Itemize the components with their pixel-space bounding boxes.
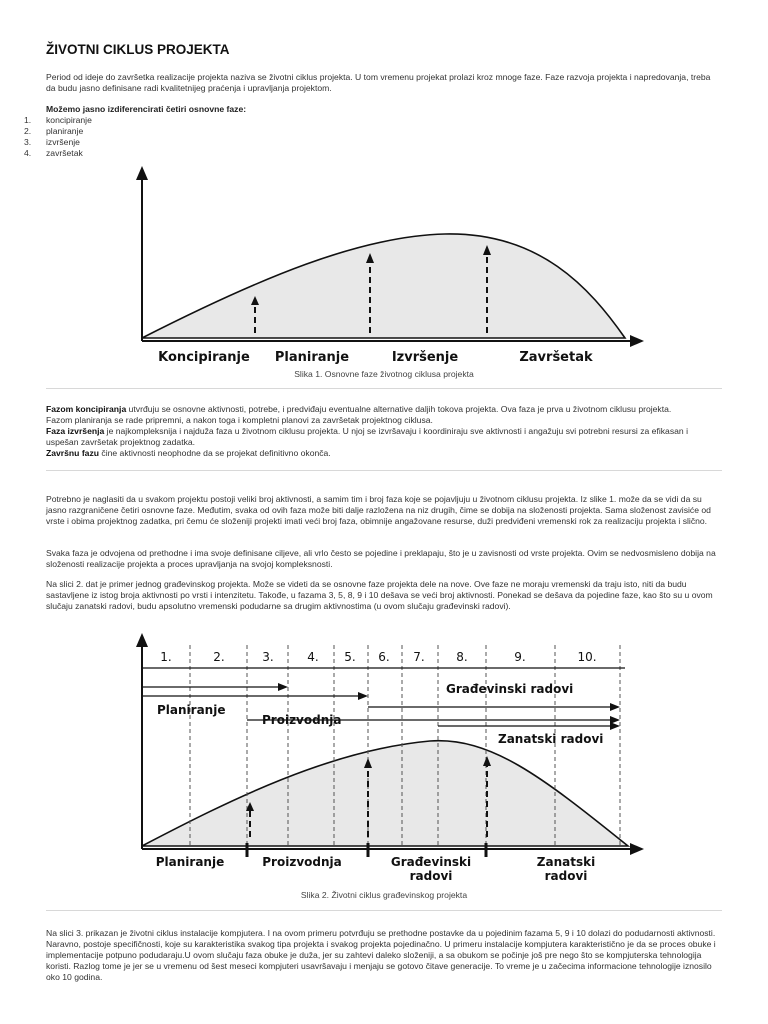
phase-description-zavrsetak <box>46 448 722 459</box>
figure-1-caption: Slika 1. Osnovne faze životnog ciklusa projekta <box>294 369 474 379</box>
paragraph-computer-install: Na slici 3. prikazan je životni ciklus instalacije kompjutera. I na ovom primeru potvrđuju se prethodne postavke da u pojedinim fazama 5, 9 i 10 dolazi do podudarnosti aktivnosti. Naravno, postoje specifičnosti, koje su karakteristika svakog tipa projekta i svakog projekta pojedinačno. U primeru instalacije kompjutera karakteristično je da se proces obuke i implementacije potpuno podudaraju.U ovom slučaju faza obuke je duža, jer su zahtevi daleko složeniji, a sa obukom se počinje još pre nego što se kompjuterska tehnologija koristi. Razlog tome je jer se u vremenu od šest meseci kompjuteri usavršavaju i menjaju se gotovo čitave generacije. To vreme je u začecima informacione tehnologije iznosilo oko 10 godina. <box>46 928 716 982</box>
phase-label-izvrsenje: Izvršenje <box>391 350 459 365</box>
figure-2-caption: Slika 2. Životni ciklus građevinskog projekta <box>300 890 468 900</box>
list-item: završetak <box>46 148 83 158</box>
phase-description-text: Fazom planiranja se rade pripremni, a nakon toga i kompletni planovi za završetak projektnog ciklusa. <box>46 415 433 425</box>
list-number: 4. <box>24 148 32 158</box>
bottom-label-zanatski-radovi: radovi <box>544 869 588 883</box>
phase-label-koncipiranje: Koncipiranje <box>158 350 250 365</box>
phase-label-planiranje: Planiranje <box>274 350 350 365</box>
figure-2-diagram <box>0 625 768 885</box>
phase-number: 9. <box>514 650 526 664</box>
y-axis-arrow <box>136 633 148 647</box>
phases-heading: Možemo jasno izdiferencirati četiri osnovne faze: <box>46 104 247 114</box>
band-arrow-head <box>610 722 620 730</box>
x-axis-arrow <box>630 335 644 347</box>
list-item: izvršenje <box>46 137 80 147</box>
phase-number: 6. <box>378 650 390 664</box>
divider <box>46 470 722 471</box>
list-item: koncipiranje <box>46 115 92 125</box>
page-title: ŽIVOTNI CIKLUS PROJEKTA <box>46 42 230 57</box>
list-item: planiranje <box>46 126 84 136</box>
band-label-gradjevinski: Građevinski radovi <box>446 682 574 696</box>
band-label-proizvodnja: Proizvodnja <box>262 713 342 727</box>
band-arrow-head <box>610 703 620 711</box>
phase-number: 1. <box>160 650 172 664</box>
phase-description-koncipiranje <box>46 404 722 415</box>
phase-description-block <box>46 404 722 459</box>
bottom-label-zanatski: Zanatski <box>536 855 596 869</box>
phase-number: 4. <box>307 650 319 664</box>
lifecycle-curve-fill <box>142 234 625 338</box>
phase-number: 5. <box>344 650 356 664</box>
phase-description-planiranje <box>46 415 722 426</box>
band-arrow-head <box>278 683 288 691</box>
phase-description-term: Fazom koncipiranja <box>46 404 127 414</box>
bottom-label-proizvodnja: Proizvodnja <box>262 855 342 869</box>
figure-1-diagram <box>0 158 768 368</box>
phase-description-text: utvrđuju se osnovne aktivnosti, potrebe, i predviđaju eventualne alternative daljih tokova projekta. Ova faza je prva u životnom ciklusu projekta. <box>126 404 672 414</box>
paragraph-overlap: Svaka faza je odvojena od prethodne i ima svoje definisane ciljeve, ali vrlo često se pojedine i preklapaju, što je u zavisnosti od vrste projekta. Ovim se nedvosmisleno dobija na složenosti realizacije projekta a proces upravljanja na svojoj kompleksnosti. <box>46 548 716 569</box>
y-axis-arrow <box>136 166 148 180</box>
band-label-zanatski: Zanatski radovi <box>498 732 604 746</box>
divider <box>46 910 722 911</box>
phase-description-term: Završnu fazu <box>46 448 100 458</box>
band-label-planiranje: Planiranje <box>157 703 226 717</box>
bottom-label-gradjevinski-radovi: radovi <box>409 869 453 883</box>
phase-number: 10. <box>577 650 597 664</box>
phase-description-izvrsenje <box>46 426 722 448</box>
list-number: 3. <box>24 137 32 147</box>
intro-paragraph: Period od ideje do završetka realizacije projekta naziva se životni ciklus projekta. U tom vremenu projekat prolazi kroz mnoge faze. Faze razvoja projekta i napredovanja, treba da budu jasno definisane radi kvalitetnijeg praćenja i upravljanja projektom. <box>46 72 711 93</box>
divider <box>46 388 722 389</box>
phase-description-text: čine aktivnosti neophodne da se projekat definitivno okonča. <box>99 448 331 458</box>
paragraph-construction: Na slici 2. dat je primer jednog građevinskog projekta. Može se videti da se osnovne faze projekta dele na nove. Ove faze ne moraju vremenski da traju isto, niti da budu sastavljene iz istog broja aktivnosti po vrsti i intenzitetu. Takođe, u fazama 3, 5, 8, 9 i 10 dešava se veći broj aktivnosti. Ponekad se dešava da pojedine faze, kao što su u ovom slučaju zanatski radovi, budu apsolutno vremenski podudarne sa drugim aktivnostima (u ovom slučaju građevinski radovi). <box>46 579 713 611</box>
band-arrow-head <box>358 692 368 700</box>
paragraph-complexity: Potrebno je naglasiti da u svakom projektu postoji veliki broj aktivnosti, a samim tim i broj faza koje se pojavljuju u životnom ciklusu projekta. Iz slike 1. može da se vidi da su jasno razgraničene četiri osnovne faze. Međutim, svaka od ovih faza može biti dalje razložena na niz drugih, čime se dobija na složenosti projekta. Sama složenost zavisiće od vrste i obima projektnog zadatka, pri čemu će složeniji projekti imati veći broj faza, obimnije angažovane resurse, duži predviđeni vremenski rok za realizaciju projekta i slično. <box>46 494 711 526</box>
phase-label-zavrsetak: Završetak <box>519 350 593 365</box>
x-axis-arrow <box>630 843 644 855</box>
phase-description-term: Faza izvršenja <box>46 426 105 436</box>
bottom-label-gradjevinski: Građevinski <box>390 855 472 869</box>
phase-number: 2. <box>213 650 225 664</box>
list-number: 2. <box>24 126 32 136</box>
phase-description-text: je najkompleksnija i najduža faza u životnom ciklusu projekta. U njoj se izvršavaju i koordiniraju sve aktivnosti i angažuju svi potrebni resursi za efikasan i uspešan završetak projektnog zadatka. <box>46 426 688 447</box>
phase-number: 7. <box>413 650 425 664</box>
list-number: 1. <box>24 115 32 125</box>
phase-number: 8. <box>456 650 468 664</box>
phase-number: 3. <box>262 650 274 664</box>
bottom-label-planiranje: Planiranje <box>155 855 225 869</box>
